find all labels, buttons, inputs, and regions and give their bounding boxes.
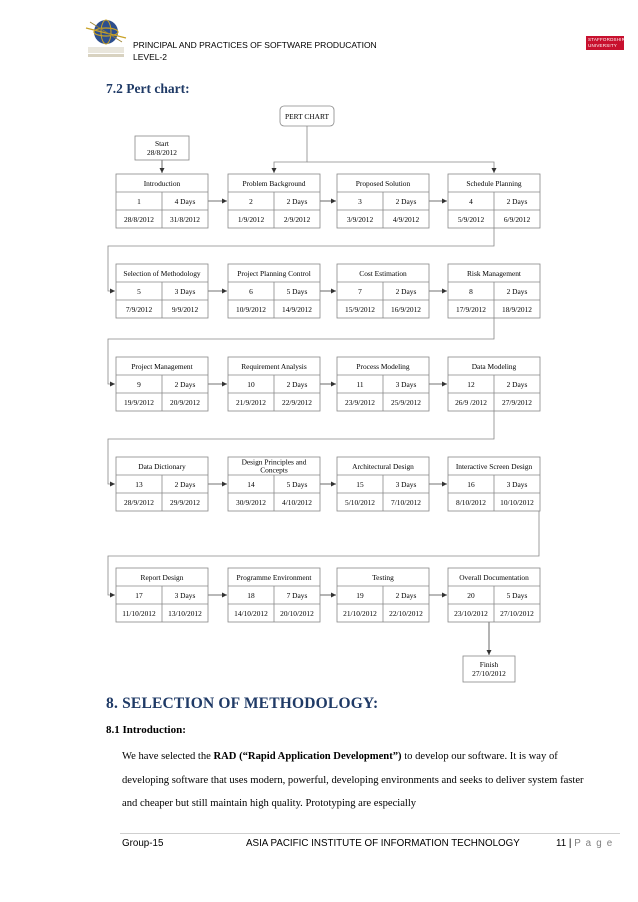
node-id: 8: [469, 287, 473, 296]
node-end-date: 25/9/2012: [391, 398, 421, 407]
pert-start-date: 28/8/2012: [147, 148, 177, 157]
node-end-date: 6/9/2012: [503, 215, 531, 224]
node-title: Design Principles and: [241, 457, 307, 467]
node-id: 2: [249, 197, 253, 206]
footer-page: [556, 838, 613, 849]
node-title: Concepts: [260, 465, 288, 475]
node-title: Report Design: [140, 573, 184, 582]
node-end-date: 29/9/2012: [170, 498, 200, 507]
node-title: Project Management: [131, 362, 193, 371]
node-title: Data Dictionary: [138, 462, 186, 471]
node-end-date: 10/10/2012: [500, 498, 534, 507]
node-end-date: 16/9/2012: [391, 305, 421, 314]
node-id: 13: [135, 480, 143, 489]
pert-connector: [274, 126, 307, 173]
pert-node-3: [337, 174, 429, 228]
node-id: 4: [469, 197, 473, 206]
node-start-date: 5/10/2012: [345, 498, 375, 507]
section-heading-pert: 7.2 Pert chart:: [106, 81, 190, 96]
node-title: Requirement Analysis: [241, 362, 307, 371]
pert-node-15: [337, 457, 429, 511]
node-duration: 2 Days: [174, 380, 196, 389]
pert-node-9: [116, 357, 208, 411]
node-id: 17: [135, 591, 143, 600]
para-text-bold: RAD (“Rapid Application Development”): [213, 751, 402, 762]
node-title: Introduction: [143, 179, 181, 188]
node-end-date: 22/10/2012: [389, 609, 423, 618]
node-start-date: 14/10/2012: [234, 609, 268, 618]
node-end-date: 31/8/2012: [170, 215, 200, 224]
node-end-date: 22/9/2012: [282, 398, 312, 407]
pert-node-7: [337, 264, 429, 318]
node-duration: 2 Days: [395, 591, 417, 600]
node-end-date: 27/9/2012: [502, 398, 532, 407]
node-title: Project Planning Control: [237, 269, 311, 278]
node-end-date: 14/9/2012: [282, 305, 312, 314]
node-id: 12: [467, 380, 475, 389]
footer-group: Group-15: [122, 838, 164, 849]
node-title: Proposed Solution: [355, 179, 411, 188]
node-start-date: 30/9/2012: [236, 498, 266, 507]
node-start-date: 7/9/2012: [125, 305, 153, 314]
node-duration: 2 Days: [286, 380, 308, 389]
node-id: 1: [137, 197, 141, 206]
node-duration: 3 Days: [395, 380, 417, 389]
node-duration: 2 Days: [395, 197, 417, 206]
node-id: 9: [137, 380, 141, 389]
node-start-date: 10/9/2012: [236, 305, 266, 314]
node-start-date: 11/10/2012: [122, 609, 156, 618]
pert-node-20: [448, 568, 540, 622]
node-title: Process Modeling: [356, 362, 410, 371]
node-start-date: 21/9/2012: [236, 398, 266, 407]
node-start-date: 23/9/2012: [345, 398, 375, 407]
node-id: 20: [467, 591, 475, 600]
university-logo-text: STAFFORDSHIRE UNIVERSITY: [588, 37, 629, 48]
node-end-date: 20/10/2012: [280, 609, 314, 618]
node-id: 16: [467, 480, 475, 489]
node-end-date: 9/9/2012: [171, 305, 199, 314]
node-end-date: 27/10/2012: [500, 609, 534, 618]
node-start-date: 15/9/2012: [345, 305, 375, 314]
introduction-paragraph: [122, 745, 592, 816]
node-duration: 7 Days: [286, 591, 308, 600]
node-start-date: 26/9 /2012: [455, 398, 487, 407]
pert-node-10: [228, 357, 320, 411]
pert-finish-label: Finish: [479, 660, 499, 669]
node-duration: 2 Days: [506, 197, 528, 206]
para-text-pre: We have selected the: [122, 751, 214, 762]
node-end-date: 4/10/2012: [282, 498, 312, 507]
node-duration: 4 Days: [174, 197, 196, 206]
node-end-date: 4/9/2012: [392, 215, 420, 224]
node-id: 15: [356, 480, 364, 489]
node-duration: 3 Days: [395, 480, 417, 489]
node-end-date: 2/9/2012: [283, 215, 311, 224]
node-id: 18: [247, 591, 255, 600]
node-id: 19: [356, 591, 364, 600]
node-end-date: 13/10/2012: [168, 609, 202, 618]
node-start-date: 1/9/2012: [237, 215, 265, 224]
pert-node-18: [228, 568, 320, 622]
node-duration: 2 Days: [174, 480, 196, 489]
node-duration: 3 Days: [174, 287, 196, 296]
node-start-date: 28/8/2012: [124, 215, 154, 224]
node-id: 11: [356, 380, 364, 389]
pert-start-box: [135, 136, 189, 160]
pert-finish-date: 27/10/2012: [472, 669, 506, 678]
node-duration: 5 Days: [506, 591, 528, 600]
course-level: LEVEL-2: [133, 52, 168, 62]
footer-institute: ASIA PACIFIC INSTITUTE OF INFORMATION TECHNOLOGY: [246, 838, 520, 849]
page-separator: |: [568, 838, 572, 849]
node-title: Data Modeling: [471, 362, 517, 371]
node-start-date: 23/10/2012: [454, 609, 488, 618]
node-title: Interactive Screen Design: [455, 462, 533, 471]
node-duration: 2 Days: [506, 380, 528, 389]
node-id: 14: [247, 480, 255, 489]
pert-node-8: [448, 264, 540, 318]
pert-connector: [307, 162, 494, 173]
node-duration: 2 Days: [286, 197, 308, 206]
page-number: 11: [556, 838, 567, 849]
subsection-heading-introduction: 8.1 Introduction:: [106, 724, 186, 736]
node-duration: 3 Days: [174, 591, 196, 600]
node-id: 10: [247, 380, 255, 389]
node-title: Cost Estimation: [359, 269, 407, 278]
node-duration: 2 Days: [506, 287, 528, 296]
pert-node-6: [228, 264, 320, 318]
pert-node-5: [116, 264, 208, 318]
page-word: P a g e: [574, 838, 614, 849]
node-title: Risk Management: [467, 269, 521, 278]
para-text-post: to develop our software. It is way of developing software that uses modern, powerful, developing environments and seeks to deliver system faster and cheaper but still maintain high quality. Prototyping are especially: [122, 751, 584, 809]
node-end-date: 7/10/2012: [391, 498, 421, 507]
node-start-date: 28/9/2012: [124, 498, 154, 507]
node-title: Overall Documentation: [459, 573, 529, 582]
pert-node-12: [448, 357, 540, 411]
node-start-date: 3/9/2012: [346, 215, 374, 224]
node-duration: 5 Days: [286, 287, 308, 296]
pert-node-17: [116, 568, 208, 622]
node-id: 5: [137, 287, 141, 296]
pert-node-14: [228, 457, 320, 511]
pert-title-box: [280, 106, 334, 126]
node-title: Testing: [372, 573, 394, 582]
node-start-date: 17/9/2012: [456, 305, 486, 314]
footer-divider: [120, 833, 620, 834]
node-title: Programme Environment: [236, 573, 312, 582]
pert-node-13: [116, 457, 208, 511]
pert-node-11: [337, 357, 429, 411]
node-title: Schedule Planning: [466, 179, 522, 188]
pert-node-2: [228, 174, 320, 228]
course-title: PRINCIPAL AND PRACTICES OF SOFTWARE PRODUCATION: [133, 40, 377, 50]
node-title: Selection of Methodology: [123, 269, 201, 278]
node-id: 3: [358, 197, 362, 206]
node-end-date: 20/9/2012: [170, 398, 200, 407]
pert-node-4: [448, 174, 540, 228]
node-end-date: 18/9/2012: [502, 305, 532, 314]
pert-finish-box: [463, 656, 515, 682]
pert-node-19: [337, 568, 429, 622]
pert-title: PERT CHART: [285, 112, 329, 121]
node-id: 7: [358, 287, 362, 296]
node-id: 6: [249, 287, 253, 296]
pert-node-1: [116, 174, 208, 228]
node-title: Problem Background: [242, 179, 306, 188]
pert-start-label: Start: [155, 139, 169, 148]
node-duration: 2 Days: [395, 287, 417, 296]
node-start-date: 21/10/2012: [343, 609, 377, 618]
node-start-date: 19/9/2012: [124, 398, 154, 407]
section-heading-methodology: 8. SELECTION OF METHODOLOGY:: [106, 695, 379, 712]
node-start-date: 5/9/2012: [457, 215, 485, 224]
node-title: Architectural Design: [352, 462, 414, 471]
node-duration: 5 Days: [286, 480, 308, 489]
node-duration: 3 Days: [506, 480, 528, 489]
pert-node-16: [448, 457, 540, 511]
node-start-date: 8/10/2012: [456, 498, 486, 507]
